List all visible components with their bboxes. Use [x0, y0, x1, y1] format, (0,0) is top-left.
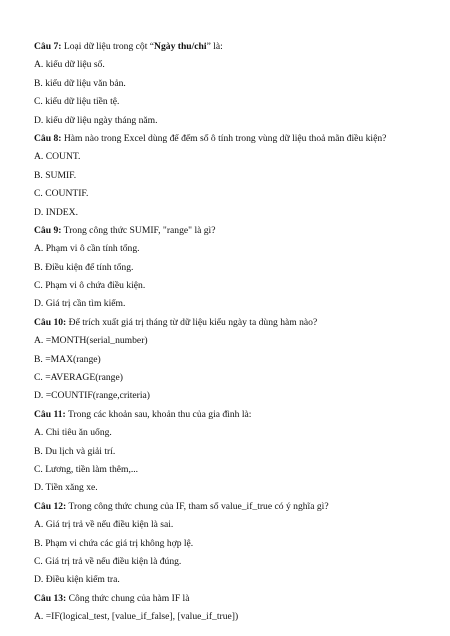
answer-option: B. SUMIF.	[34, 169, 77, 181]
question-11-stem	[34, 406, 436, 424]
question-text: Để trích xuất giá trị tháng từ dữ liệu kiểu ngày ta dùng hàm nào?	[66, 316, 318, 328]
question-text-emphasis: Ngày thu/chi	[154, 41, 207, 52]
question-label: Câu 11:	[34, 408, 66, 420]
question-8-stem	[34, 130, 436, 148]
answer-option: D. Tiền xăng xe.	[34, 482, 98, 494]
answer-option: A. COUNT.	[34, 151, 81, 163]
question-7-stem	[34, 38, 436, 56]
answer-option: C. =AVERAGE(range)	[34, 372, 123, 384]
answer-option: C. Lương, tiền làm thêm,...	[34, 463, 139, 475]
answer-option: B. kiểu dữ liệu văn bản.	[34, 77, 126, 89]
answer-option: C. Phạm vi ô chứa điều kiện.	[34, 280, 146, 292]
question-text: Công thức chung của hàm IF là	[66, 592, 190, 604]
answer-option: A. =MONTH(serial_number)	[34, 335, 148, 347]
answer-option: B. Phạm vi chứa các giá trị không hợp lệ.	[34, 537, 194, 549]
question-text: ” là:	[206, 41, 223, 52]
question-13-stem	[34, 590, 436, 608]
answer-option: D. kiểu dữ liệu ngày tháng năm.	[34, 114, 158, 126]
answer-option: B. Du lịch và giải trí.	[34, 445, 116, 457]
question-text: Trong công thức SUMIF, "range" là gì?	[61, 224, 216, 236]
question-label: Câu 8:	[34, 132, 62, 144]
question-text: Trong công thức chung của IF, tham số value_if_true có ý nghĩa gì?	[66, 500, 329, 512]
answer-option: C. Giá trị trả về nếu điều kiện là đúng.	[34, 555, 182, 567]
answer-option: D. =COUNTIF(range,criteria)	[34, 390, 150, 402]
question-10-stem	[34, 314, 436, 332]
question-label: Câu 7:	[34, 41, 62, 52]
answer-option: D. Điều kiện kiểm tra.	[34, 574, 120, 586]
question-label: Câu 9:	[34, 224, 62, 236]
question-9-stem	[34, 222, 436, 240]
answer-option: C. kiểu dữ liệu tiền tệ.	[34, 96, 120, 108]
question-label: Câu 12:	[34, 500, 67, 512]
answer-option: A. kiểu dữ liệu số.	[34, 59, 105, 71]
question-list	[34, 38, 436, 627]
question-label: Câu 10:	[34, 316, 67, 328]
answer-option: A. Giá trị trả về nếu điều kiện là sai.	[34, 519, 174, 531]
answer-option: A. Chi tiêu ăn uống.	[34, 427, 112, 439]
question-text: Loại dữ liệu trong cột “	[61, 41, 155, 52]
answer-option: D. INDEX.	[34, 206, 78, 218]
answer-option: D. Giá trị cần tìm kiếm.	[34, 298, 126, 310]
answer-option: B. Điều kiện để tính tổng.	[34, 261, 134, 273]
answer-option: C. COUNTIF.	[34, 188, 89, 200]
question-text: Trong các khoản sau, khoản thu của gia đình là:	[65, 408, 252, 420]
question-label: Câu 13:	[34, 592, 67, 604]
question-12-stem	[34, 498, 436, 516]
question-text: Hàm nào trong Excel dùng để đếm số ô tính trong vùng dữ liệu thoả mãn điều kiện?	[61, 132, 387, 144]
answer-option: A. Phạm vi ô cần tính tổng.	[34, 243, 140, 255]
answer-option: A. =IF(logical_test, [value_if_false], [value_if_true])	[34, 611, 239, 623]
answer-option: B. =MAX(range)	[34, 353, 101, 365]
